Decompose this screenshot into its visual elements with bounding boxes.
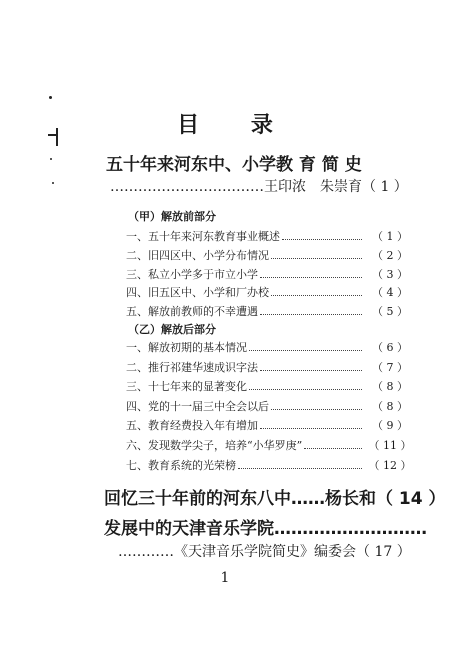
page-number: 1	[220, 570, 230, 586]
toc-item	[126, 248, 416, 264]
dot-leader	[260, 267, 362, 278]
toc-item-text: 一、五十年来河东教育事业概述	[126, 230, 280, 243]
toc-item-text: 二、推行祁建华速成识字法	[126, 360, 258, 374]
toc-item	[126, 458, 416, 474]
toc-item	[126, 267, 416, 283]
toc-item	[126, 399, 416, 415]
dot-leader	[260, 418, 362, 429]
toc-item-page: （ 3 ）	[372, 267, 408, 281]
toc-item	[126, 340, 416, 356]
toc-item	[126, 418, 416, 434]
dot-leader	[271, 399, 362, 410]
toc-item-text: 三、十七年来的显著变化	[126, 380, 247, 394]
toc-item-page: （ 8 ）	[372, 380, 408, 394]
toc-item-text: 五、教育经费投入年有增加	[126, 419, 258, 433]
scan-mark	[49, 96, 52, 99]
entry-2: 回忆三十年前的河东八中……杨长和（ 14 ）	[104, 489, 446, 509]
toc-item-text: 七、教育系统的光荣榜	[126, 458, 236, 472]
dot-leader	[271, 285, 362, 296]
toc-item-text: 二、旧四区中、小学分布情况	[126, 248, 269, 262]
scan-mark	[52, 182, 54, 184]
toc-item-page: （ 7 ）	[372, 360, 408, 374]
section-a-label: （甲）解放前部分	[128, 210, 216, 223]
toc-item-page: （ 12 ）	[368, 458, 412, 472]
toc-item-page: （ 9 ）	[372, 419, 408, 433]
toc-item	[126, 438, 416, 454]
toc-item-page: （ 2 ）	[372, 248, 408, 262]
toc-item-page: （ 1 ）	[372, 230, 408, 243]
toc-item-page: （ 8 ）	[372, 399, 408, 413]
toc-item	[126, 379, 416, 395]
toc-item-page: （ 11 ）	[368, 439, 412, 452]
entry-3-heading: 发展中的天津音乐学院………………………	[104, 519, 427, 539]
toc-item-text: 四、党的十一届三中全会以后	[126, 399, 269, 413]
toc-item-text: 四、旧五区中、小学和厂办校	[126, 286, 269, 300]
dot-leader	[249, 379, 362, 390]
toc-item-text: 三、私立小学多于市立小学	[126, 267, 258, 281]
scan-mark	[50, 158, 52, 160]
dot-leader	[260, 360, 362, 371]
toc-item-page: （ 4 ）	[372, 286, 408, 300]
toc-item	[126, 285, 416, 301]
page-title: 目 录	[177, 113, 295, 138]
dot-leader	[304, 438, 362, 449]
toc-item	[126, 360, 416, 376]
toc-item	[126, 304, 416, 320]
dot-leader	[282, 229, 362, 240]
section-b-label: （乙）解放后部分	[128, 323, 216, 336]
dot-leader	[260, 304, 362, 315]
dot-leader	[271, 248, 362, 259]
toc-item	[126, 229, 416, 245]
toc-item-page: （ 5 ）	[372, 305, 408, 319]
dot-leader	[238, 458, 362, 469]
toc-item-text: 一、解放初期的基本情况	[126, 341, 247, 354]
toc-item-text: 六、发现数学尖子，培养“小华罗庚”	[126, 439, 303, 452]
toc-item-text: 五、解放前教师的不幸遭遇	[126, 305, 258, 319]
entry-1-heading: 五十年来河东中、小学教 育 简 史	[106, 155, 362, 175]
toc-item-page: （ 6 ）	[372, 341, 408, 354]
dot-leader	[249, 340, 362, 351]
entry-3-author: …………《天津音乐学院简史》编委会（ 17 ）	[118, 544, 411, 560]
entry-1-author: ……………………………王印浓 朱崇育（ 1 ）	[110, 179, 408, 195]
